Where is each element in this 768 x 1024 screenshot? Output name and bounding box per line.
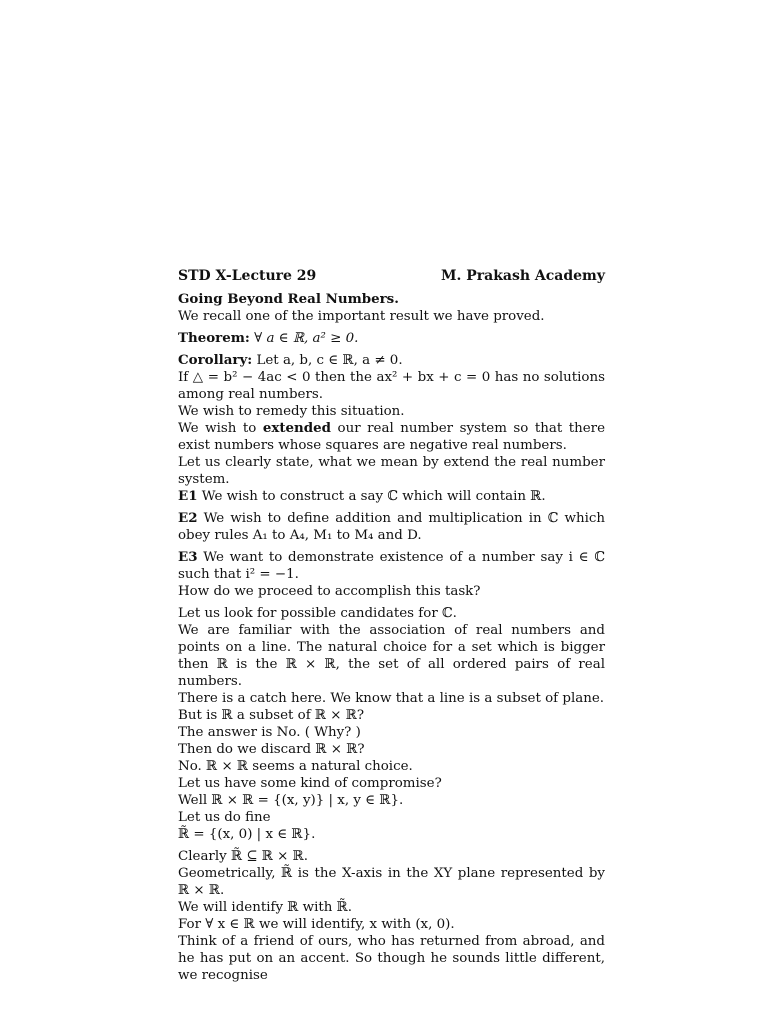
e2-text: We wish to define addition and multiplication in ℂ which obey rules A₁ to A₄, M₁ to M₄ and D. bbox=[178, 511, 605, 543]
body-line: Clearly ℝ̃ ⊆ ℝ × ℝ. bbox=[178, 849, 309, 864]
corollary-line: If △ = b² − 4ac < 0 then the ax² + bx + c = 0 has no solutions among real numbers. bbox=[178, 370, 605, 402]
remedy-text: We wish to remedy this situation. bbox=[178, 404, 405, 419]
e1-item bbox=[178, 488, 605, 505]
body-line: We will identify ℝ with ℝ̃. bbox=[178, 900, 353, 915]
state-text: Let us clearly state, what we mean by extend the real number system. bbox=[178, 455, 605, 487]
e3-item bbox=[178, 549, 605, 583]
body-line: Well ℝ × ℝ = {(x, y)} | x, y ∈ ℝ}. bbox=[178, 793, 404, 808]
extend-bold: extended bbox=[262, 420, 332, 436]
body-line: The answer is No. ( Why? ) bbox=[178, 725, 361, 740]
e1-text: We wish to construct a say ℂ which will contain ℝ. bbox=[201, 489, 546, 504]
e3-label: E3 bbox=[178, 549, 198, 565]
corollary bbox=[178, 352, 605, 369]
e2-item bbox=[178, 510, 605, 544]
academy-name: M. Prakash Academy bbox=[440, 268, 605, 284]
body-line: But is ℝ a subset of ℝ × ℝ? bbox=[178, 708, 365, 723]
body-line: For ∀ x ∈ ℝ we will identify, x with (x, 0). bbox=[178, 917, 455, 932]
course-title: STD X-Lecture 29 bbox=[178, 268, 317, 284]
lecture-page bbox=[178, 268, 605, 984]
body-line: Then do we discard ℝ × ℝ? bbox=[178, 742, 365, 757]
intro-text: We recall one of the important result we have proved. bbox=[178, 309, 545, 324]
extend-text bbox=[178, 420, 605, 454]
body-line: Let us do fine bbox=[178, 810, 271, 825]
theorem-label: Theorem: bbox=[178, 330, 250, 346]
body-line: Let us look for possible candidates for ℂ. bbox=[178, 606, 457, 621]
body-lines bbox=[178, 605, 605, 984]
extend-post: our real number system so that there exist numbers whose squares are negative real numbers. bbox=[178, 421, 605, 453]
body-line: Think of a friend of ours, who has returned from abroad, and he has put on an accent. So though he sounds little different, we recognise bbox=[178, 934, 605, 983]
body-line: We are familiar with the association of real numbers and points on a line. The natural choice for a set which is bigger then ℝ is the ℝ × ℝ, the set of all ordered pairs of real numbers. bbox=[178, 623, 605, 689]
extend-pre: We wish to bbox=[178, 421, 257, 436]
e1-label: E1 bbox=[178, 488, 198, 504]
body-line: ℝ̃ = {(x, 0) | x ∈ ℝ}. bbox=[178, 827, 316, 842]
body-line: No. ℝ × ℝ seems a natural choice. bbox=[178, 759, 413, 774]
corollary-label: Corollary: bbox=[178, 352, 253, 368]
proceed-text: How do we proceed to accomplish this task? bbox=[178, 584, 481, 599]
body-line: Let us have some kind of compromise? bbox=[178, 776, 442, 791]
e2-label: E2 bbox=[178, 510, 198, 526]
section-title: Going Beyond Real Numbers. bbox=[178, 291, 399, 307]
body-line: There is a catch here. We know that a line is a subset of plane. bbox=[178, 691, 605, 706]
theorem bbox=[178, 330, 605, 347]
body-line: Geometrically, ℝ̃ is the X-axis in the XY plane represented by ℝ × ℝ. bbox=[178, 866, 605, 898]
corollary-text: Let a, b, c ∈ ℝ, a ≠ 0. bbox=[256, 353, 403, 368]
e3-text: We want to demonstrate existence of a number say i ∈ ℂ such that i² = −1. bbox=[178, 550, 605, 582]
page-header bbox=[178, 268, 605, 285]
theorem-text: ∀ a ∈ ℝ, a² ≥ 0. bbox=[254, 331, 359, 346]
